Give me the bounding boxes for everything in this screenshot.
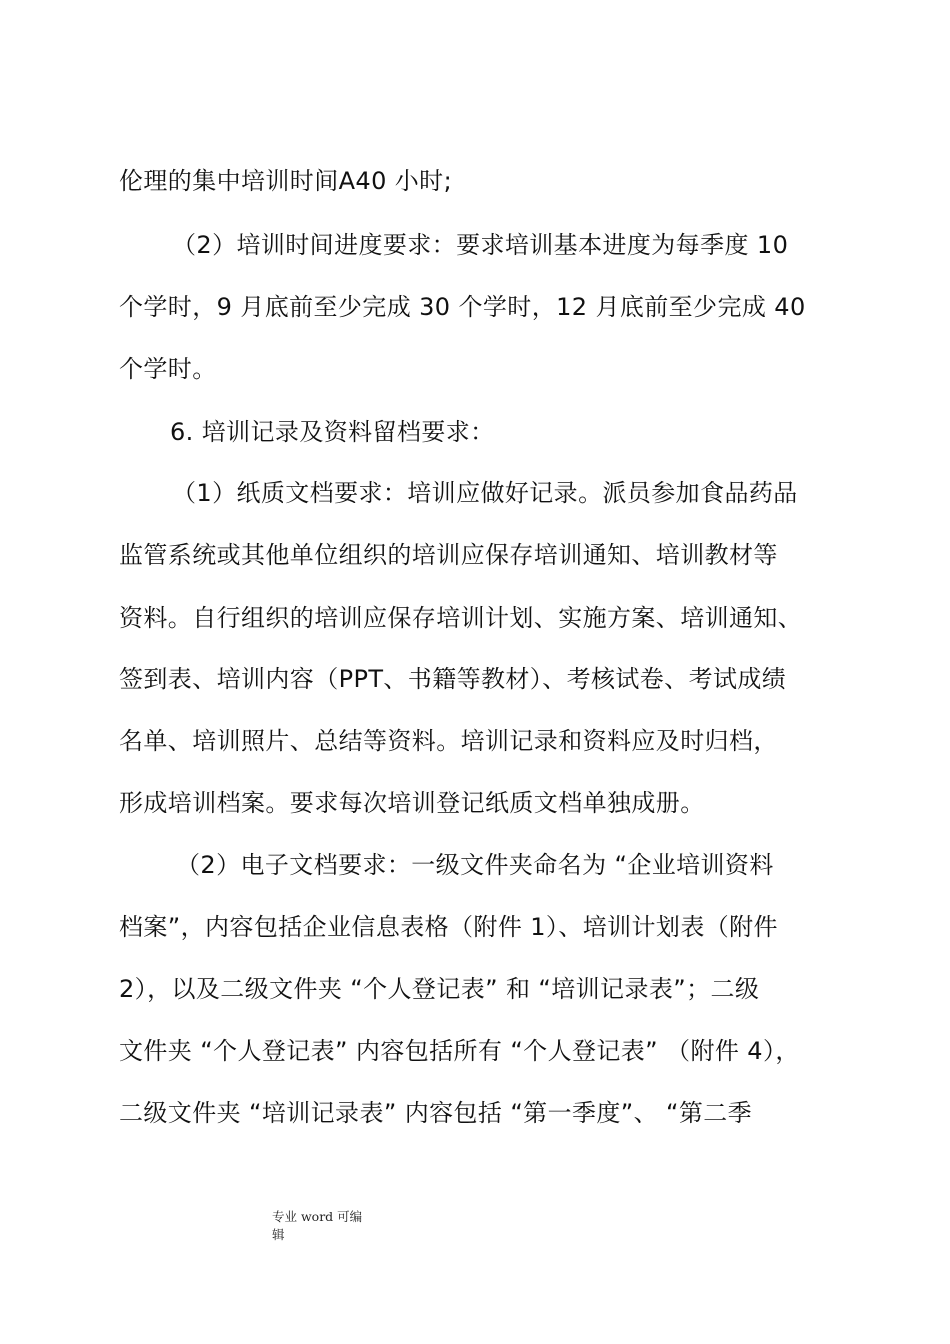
text-line-6: （1）纸质文档要求：培训应做好记录。派员参加食品药品 [172, 479, 798, 507]
section-heading: 6. 培训记录及资料留档要求： [170, 418, 495, 446]
text-line-10: 名单、培训照片、总结等资料。培训记录和资料应及时归档， [119, 727, 778, 755]
text-line-15: 文件夹 “个人登记表” 内容包括所有 “个人登记表” （附件 4）， [119, 1037, 800, 1065]
text-line-1: 伦理的集中培训时间A40 小时; [119, 167, 453, 195]
text-line-12: （2）电子文档要求：一级文件夹命名为 “企业培训资料 [176, 851, 774, 879]
text-line-4: 个学时。 [119, 355, 217, 383]
text-line-3: 个学时，9 月底前至少完成 30 个学时，12 月底前至少完成 40 [119, 293, 806, 321]
text-line-8: 资料。自行组织的培训应保存培训计划、实施方案、培训通知、 [119, 604, 803, 632]
text-line-2: （2）培训时间进度要求：要求培训基本进度为每季度 10 [172, 231, 789, 259]
text-line-7: 监管系统或其他单位组织的培训应保存培训通知、培训教材等 [119, 541, 778, 569]
text-line-13: 档案”，内容包括企业信息表格（附件 1）、培训计划表（附件 [119, 913, 778, 941]
text-line-11: 形成培训档案。要求每次培训登记纸质文档单独成册。 [119, 789, 705, 817]
text-line-9: 签到表、培训内容（PPT、书籍等教材）、考核试卷、考试成绩 [119, 665, 787, 693]
text-line-14: 2），以及二级文件夹 “个人登记表” 和 “培训记录表”；二级 [119, 975, 760, 1003]
text-line-16: 二级文件夹 “培训记录表” 内容包括 “第一季度”、 “第二季 [119, 1099, 753, 1127]
footer-note: 专业 word 可编辑 [272, 1209, 363, 1242]
